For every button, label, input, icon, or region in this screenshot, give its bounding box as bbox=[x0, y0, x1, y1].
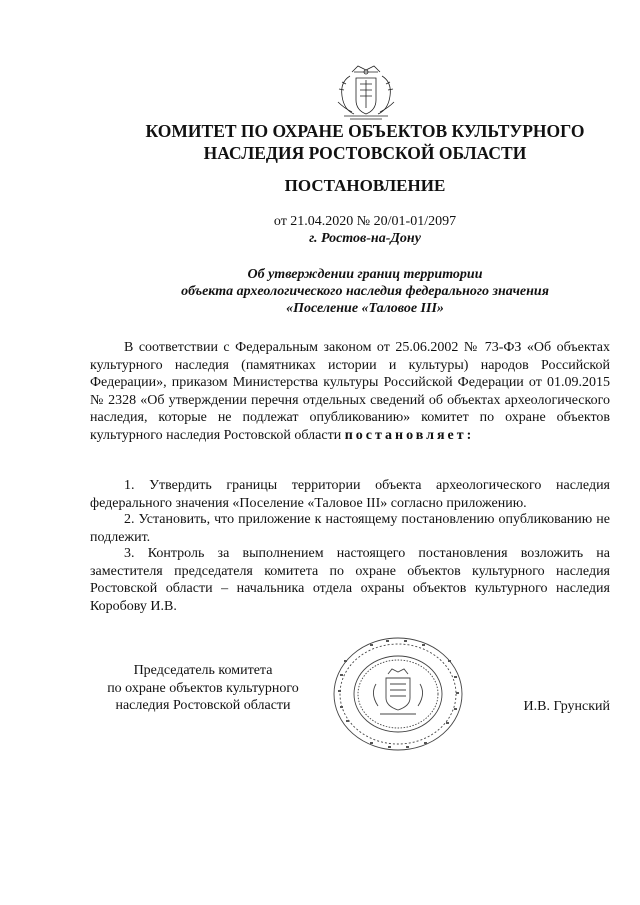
signer-title-line3: наследия Ростовской области bbox=[115, 698, 291, 713]
committee-name-line1: КОМИТЕТ ПО ОХРАНЕ ОБЪЕКТОВ КУЛЬТУРНОГО bbox=[145, 121, 585, 141]
signer-title-line1: Председатель комитета bbox=[133, 663, 273, 678]
city: г. Ростов-на-Дону bbox=[309, 231, 421, 246]
decree-word: постановляет: bbox=[344, 427, 475, 443]
signer-name: И.В. Грунский bbox=[523, 699, 610, 714]
subject-line3: «Поселение «Таловое III» bbox=[286, 301, 444, 316]
committee-name-line2: НАСЛЕДИЯ РОСТОВСКОЙ ОБЛАСТИ bbox=[203, 143, 527, 163]
decree-item-1: 1. Утвердить границы территории объекта археологического наследия федерального значения «Поселение «Таловое III» согласно приложению. bbox=[90, 478, 610, 511]
date-number: от 21.04.2020 № 20/01-01/2097 bbox=[273, 214, 457, 229]
intro-paragraph bbox=[90, 339, 610, 444]
signer-title bbox=[88, 662, 318, 715]
subject-line2: объекта археологического наследия федерального значения bbox=[181, 284, 549, 299]
official-seal-icon bbox=[330, 634, 466, 754]
coat-of-arms-icon bbox=[330, 62, 402, 124]
subject-line1: Об утверждении границ территории bbox=[247, 267, 483, 282]
document-subject bbox=[90, 266, 640, 317]
intro-text: В соответствии с Федеральным законом от 25.06.2002 № 73-ФЗ «Об объектах культурного наследия (памятниках истории и культуры) народов Российской Федерации», приказом Министерства культуры Российской Федерации от 01.09.2015 № 2328 «Об утверждении перечня отдельных сведений об объектах археологического наследия, которые не подлежат опубликованию» комитет по охране объектов культурного наследия Ростовской области bbox=[90, 340, 610, 443]
decree-item-3: 3. Контроль за выполнением настоящего постановления возложить на заместителя председателя комитета по охране объектов культурного наследия Ростовской области – начальника отдела охраны объектов культурного наследия Коробову И.В. bbox=[90, 546, 610, 614]
signer-title-line2: по охране объектов культурного bbox=[107, 680, 299, 696]
document-type: ПОСТАНОВЛЕНИЕ bbox=[284, 176, 446, 195]
committee-name bbox=[90, 120, 640, 164]
decree-item-2: 2. Установить, что приложение к настоящему постановлению опубликованию не подлежит. bbox=[90, 512, 610, 545]
